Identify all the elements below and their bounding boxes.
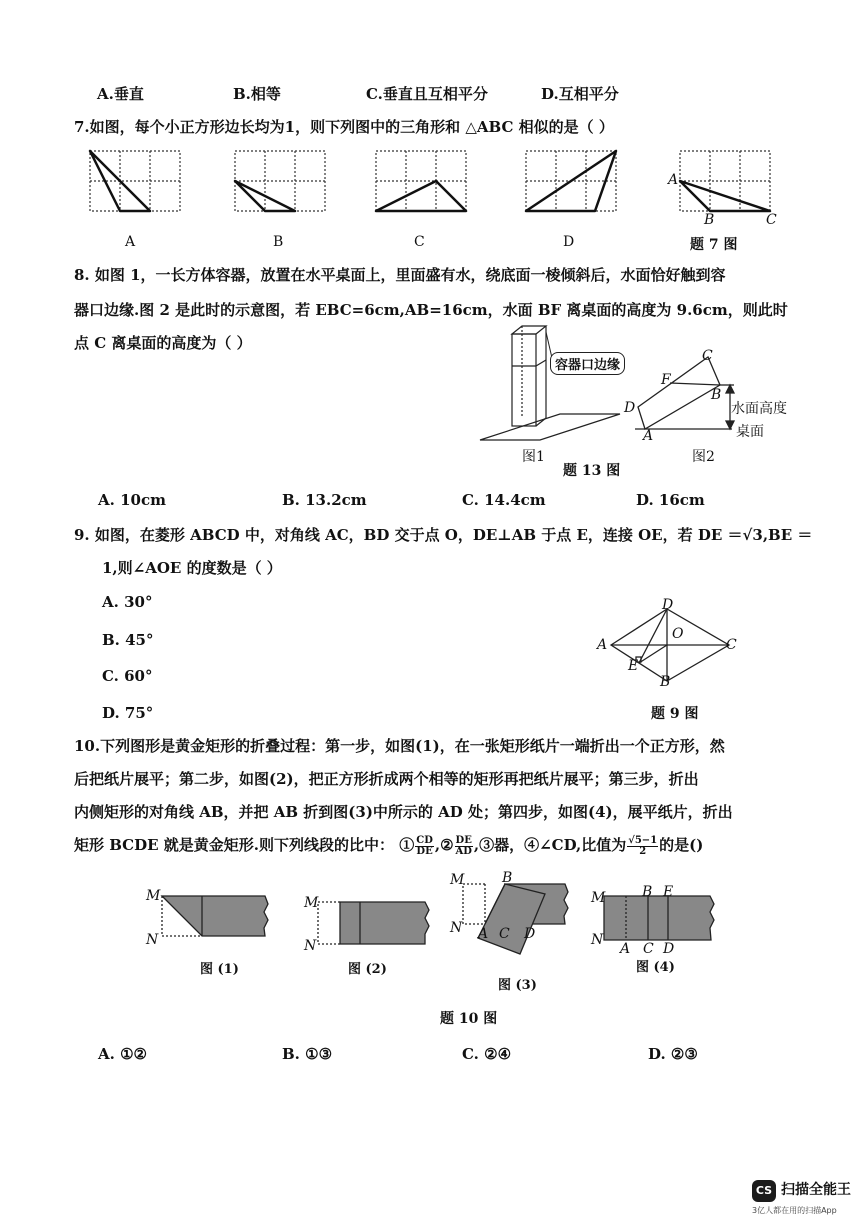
- q9-option-a: A. 30°: [102, 593, 153, 611]
- q10-option-a: A. ①②: [98, 1045, 147, 1063]
- q9-point-c: C: [726, 637, 737, 653]
- q6-option-a: A.垂直: [97, 85, 144, 103]
- q10-fig4-m: M: [591, 890, 606, 906]
- q9-line-1: 9. 如图，在菱形 ABCD 中，对角线 AC，BD 交于点 O，DE⊥AB 于点 E，连接 OE，若 DE ＝√3,BE ＝: [74, 526, 813, 544]
- q8-line-2: 器口边缘.图 2 是此时的示意图，若 EBC=6cm,AB=16cm，水面 BF 离桌面的高度为 9.6cm，则此时: [74, 301, 788, 319]
- q10-fig2-n: N: [304, 938, 317, 954]
- q10-fig4-c: C: [643, 941, 654, 957]
- q6-option-d: D.互相平分: [541, 85, 619, 103]
- q10-line-2: 后把纸片展平；第二步，如图(2)，把正方形折成两个相等的矩形再把纸片展平；第三步，折出: [74, 770, 699, 788]
- q9-option-c: C. 60°: [102, 667, 153, 685]
- q10-fraction-2: $\frac{DE}{AD}$: [455, 834, 472, 857]
- q9-point-d: D: [662, 597, 674, 613]
- q10-fig4-n: N: [591, 932, 604, 948]
- q9-sqrt3: √3: [742, 526, 763, 544]
- q10-line-4: 矩形 BCDE 就是黄金矩形.则下列线段的比中： ① $\frac{CD}{DE}$ ,② $\frac{DE}{AD}$ ,③器，④∠CD,比值为 $\frac{√5-1}{2}$ 的是(): [74, 834, 704, 857]
- q10-fig4-d: D: [663, 941, 675, 957]
- q10-fraction-3: $\frac{√5-1}{2}$: [628, 834, 658, 857]
- q10-fraction-1: $\frac{CD}{DE}$: [416, 834, 433, 857]
- q8-point-f: F: [661, 372, 671, 388]
- q10-fig3-n: N: [450, 920, 463, 936]
- q8-line-3: 点 C 离桌面的高度为（ ）: [74, 334, 252, 352]
- q8-line-1: 8. 如图 1，一长方体容器，放置在水平桌面上，里面盛有水，绕底面一棱倾斜后，水面恰好触到容: [74, 266, 726, 284]
- q10-main-caption: 题 10 图: [440, 1011, 498, 1027]
- q8-point-d: D: [624, 400, 636, 416]
- q7-ref-point-a: A: [668, 172, 679, 188]
- q7-label-d: D: [563, 234, 575, 250]
- q8-point-b: B: [711, 387, 722, 403]
- q6-option-c: C.垂直且互相平分: [366, 85, 488, 103]
- q9-option-b: B. 45°: [102, 631, 154, 649]
- q7-stem: 7.如图，每个小正方形边长均为1，则下列图中的三角形和 △ABC 相似的是（ ）: [74, 118, 614, 136]
- watermark-slogan: 3亿人都在用的扫描App: [752, 1206, 837, 1215]
- q8-height-label: 水面高度: [731, 401, 787, 417]
- q9-line-2: 1,则∠AOE 的度数是（ ）: [102, 559, 282, 577]
- q10-line-3: 内侧矩形的对角线 AB，并把 AB 折到图(3)中所示的 AD 处；第四步，如图(4)，展平纸片，折出: [74, 803, 733, 821]
- q8-point-a: A: [643, 428, 654, 444]
- q10-fig3-b: B: [502, 870, 513, 886]
- q8-option-c: C. 14.4cm: [462, 491, 546, 509]
- q8-fig2-caption: 图2: [692, 449, 715, 465]
- q8-figure-1: [470, 322, 630, 462]
- q10-fig1-n: N: [146, 932, 159, 948]
- q10-fig4-b: B: [642, 884, 653, 900]
- q9-point-a: A: [597, 637, 608, 653]
- q9-point-b: B: [660, 674, 671, 690]
- q10-fold-figures: [0, 870, 867, 980]
- q8-option-b: B. 13.2cm: [282, 491, 367, 509]
- q7-label-a: A: [125, 234, 136, 250]
- q10-option-d: D. ②③: [648, 1045, 698, 1063]
- q10-fig2-m: M: [304, 895, 319, 911]
- q10-fig2-caption: 图 (2): [348, 962, 387, 977]
- q10-fig4-e: E: [663, 884, 674, 900]
- q10-line-1: 10.下列图形是黄金矩形的折叠过程：第一步，如图(1)，在一张矩形纸片一端折出一个正方形，然: [74, 737, 725, 755]
- q7-triangle-ref: [680, 181, 770, 211]
- q9-rhombus-figure: [605, 605, 745, 685]
- q8-main-caption: 题 13 图: [563, 463, 621, 479]
- q6-option-b: B.相等: [233, 85, 281, 103]
- q9-point-o: O: [672, 626, 684, 642]
- q7-label-b: B: [273, 234, 284, 250]
- q8-option-a: A. 10cm: [98, 491, 166, 509]
- q10-fig4-a: A: [620, 941, 631, 957]
- q10-option-c: C. ②④: [462, 1045, 512, 1063]
- q7-triangle-c: [376, 181, 466, 211]
- q8-point-c: C: [702, 348, 713, 364]
- q10-fig1-m: M: [146, 888, 161, 904]
- q10-option-b: B. ①③: [282, 1045, 333, 1063]
- q7-ref-caption: 题 7 图: [690, 237, 738, 253]
- q8-option-d: D. 16cm: [636, 491, 705, 509]
- q10-fig4-caption: 图 (4): [636, 960, 675, 975]
- watermark-brand: 扫描全能王: [781, 1182, 851, 1198]
- q9-option-d: D. 75°: [102, 704, 154, 722]
- q10-fig3-m: M: [450, 872, 465, 888]
- q7-ref-point-c: C: [766, 212, 777, 228]
- q10-fig3-caption: 图 (3): [498, 978, 537, 993]
- q8-fig1-caption: 图1: [522, 449, 545, 465]
- q7-ref-point-b: B: [704, 212, 715, 228]
- q10-fig1-caption: 图 (1): [200, 962, 239, 977]
- camscanner-logo-icon: CS: [752, 1180, 776, 1202]
- q10-fig3-d: D: [524, 926, 536, 942]
- q10-fig3-a: A: [478, 926, 489, 942]
- q8-desk-label: 桌面: [736, 424, 764, 440]
- q9-caption: 题 9 图: [651, 706, 699, 722]
- q8-callout: 容器口边缘: [550, 352, 625, 375]
- q7-label-c: C: [414, 234, 425, 250]
- q10-fig3-c: C: [499, 926, 510, 942]
- q7-triangle-b: [235, 181, 295, 211]
- q9-point-e: E: [628, 658, 639, 674]
